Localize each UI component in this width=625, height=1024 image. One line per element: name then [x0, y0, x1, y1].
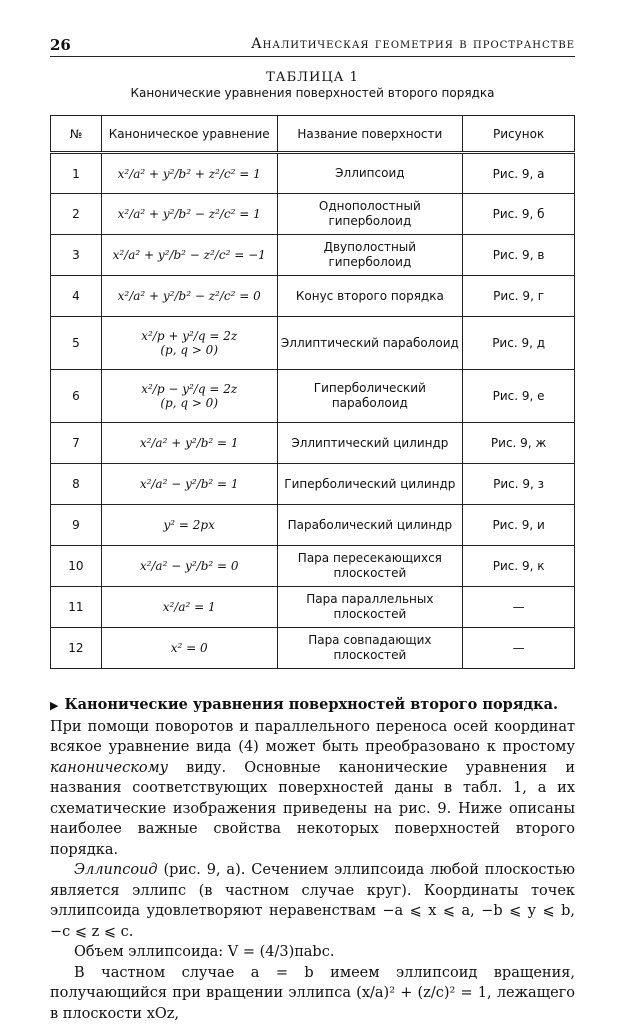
row-surface-name: Эллипсоид — [277, 153, 463, 194]
paragraph-intro-emphasis: каноническому — [50, 760, 168, 776]
table-row — [51, 505, 575, 546]
row-surface-name: Эллиптический параболоид — [277, 317, 463, 370]
table-row — [51, 423, 575, 464]
equation-text: x²/a² + y²/b² − z²/c² = 0 — [105, 289, 274, 303]
equation-condition: (p, q > 0) — [105, 396, 274, 410]
equations-table — [50, 115, 575, 669]
row-surface-name: Двуполостный гиперболоид — [277, 235, 463, 276]
row-figure-ref: Рис. 9, и — [463, 505, 575, 546]
equation-text: x²/p − y²/q = 2z — [105, 382, 274, 396]
row-figure-ref: Рис. 9, а — [463, 153, 575, 194]
table-row — [51, 317, 575, 370]
row-figure-ref: Рис. 9, б — [463, 194, 575, 235]
row-number: 11 — [51, 587, 102, 628]
row-equation — [101, 317, 277, 370]
row-number: 2 — [51, 194, 102, 235]
row-number: 6 — [51, 370, 102, 423]
col-header-name: Название поверхности — [277, 116, 463, 153]
table-header-row — [51, 116, 575, 153]
equation-text: x²/a² + y²/b² + z²/c² = 1 — [105, 167, 274, 181]
row-number: 7 — [51, 423, 102, 464]
table-label: ТАБЛИЦА 1 — [50, 70, 575, 85]
paragraph-intro-b: виду. Основные канонические уравнения и названия соответствующих поверхностей даны в табл. 1, а их схематические изображения приведены на рис. 9. Ниже описаны наиболее важные свойства некоторых поверхностей второго порядка. — [50, 760, 575, 858]
equation-text: x²/a² + y²/b² = 1 — [105, 436, 274, 450]
equation-condition: (p, q > 0) — [105, 343, 274, 357]
row-equation — [101, 235, 277, 276]
row-figure-ref: Рис. 9, ж — [463, 423, 575, 464]
row-equation — [101, 628, 277, 669]
row-equation — [101, 370, 277, 423]
row-figure-ref: — — [463, 587, 575, 628]
equation-text: x²/a² − y²/b² = 1 — [105, 477, 274, 491]
table-row — [51, 628, 575, 669]
table-caption: Канонические уравнения поверхностей второго порядка — [50, 86, 575, 100]
paragraph-ellipsoid-text: (рис. 9, а). Сечением эллипсоида любой плоскостью является эллипс (в частном случае круг). Координаты точек эллипсоида удовлетворяют неравенствам −a ⩽ x ⩽ a, −b ⩽ y ⩽ b, −c ⩽ z ⩽ c. — [50, 862, 575, 940]
table-row — [51, 235, 575, 276]
table-body — [51, 153, 575, 669]
col-header-equation: Каноническое уравнение — [101, 116, 277, 153]
equation-text: x²/a² + y²/b² − z²/c² = 1 — [105, 207, 274, 221]
table-row — [51, 194, 575, 235]
table-row — [51, 153, 575, 194]
row-surface-name: Гиперболический цилиндр — [277, 464, 463, 505]
row-number: 1 — [51, 153, 102, 194]
row-surface-name: Конус второго порядка — [277, 276, 463, 317]
col-header-figure: Рисунок — [463, 116, 575, 153]
row-figure-ref: Рис. 9, д — [463, 317, 575, 370]
row-surface-name: Пара совпадающих плоскостей — [277, 628, 463, 669]
ellipsoid-term: Эллипсоид — [74, 862, 158, 878]
row-surface-name: Параболический цилиндр — [277, 505, 463, 546]
page-number: 26 — [50, 36, 71, 54]
row-surface-name: Пара пересекающихся плоскостей — [277, 546, 463, 587]
table-row — [51, 276, 575, 317]
row-figure-ref: Рис. 9, в — [463, 235, 575, 276]
row-surface-name: Эллиптический цилиндр — [277, 423, 463, 464]
table-row — [51, 370, 575, 423]
equation-text: y² = 2px — [105, 518, 274, 532]
equation-text: x²/p + y²/q = 2z — [105, 329, 274, 343]
equation-text: x²/a² + y²/b² − z²/c² = −1 — [105, 248, 274, 262]
equation-text: x² = 0 — [105, 641, 274, 655]
header-rule — [50, 56, 575, 57]
section-text — [50, 695, 575, 1024]
table-row — [51, 464, 575, 505]
row-number: 3 — [51, 235, 102, 276]
row-equation — [101, 505, 277, 546]
row-number: 12 — [51, 628, 102, 669]
row-figure-ref: Рис. 9, к — [463, 546, 575, 587]
row-equation — [101, 276, 277, 317]
row-number: 4 — [51, 276, 102, 317]
row-number: 8 — [51, 464, 102, 505]
triangle-marker-icon: ▶ — [50, 699, 58, 712]
paragraph-volume: Объем эллипсоида: V = (4/3)πabc. — [50, 942, 575, 963]
paragraph-intro — [50, 717, 575, 861]
equation-text: x²/a² = 1 — [105, 600, 274, 614]
row-surface-name: Пара параллельных плоскостей — [277, 587, 463, 628]
row-figure-ref: Рис. 9, е — [463, 370, 575, 423]
row-equation — [101, 464, 277, 505]
row-number: 10 — [51, 546, 102, 587]
row-surface-name: Однополостный гиперболоид — [277, 194, 463, 235]
running-title: Аналитическая геометрия в пространстве — [251, 36, 575, 52]
row-number: 5 — [51, 317, 102, 370]
table-row — [51, 587, 575, 628]
section-heading — [50, 695, 575, 717]
paragraph-ellipsoid — [50, 860, 575, 942]
row-equation — [101, 194, 277, 235]
row-equation — [101, 587, 277, 628]
row-equation — [101, 153, 277, 194]
table-row — [51, 546, 575, 587]
row-equation — [101, 423, 277, 464]
row-number: 9 — [51, 505, 102, 546]
page-header — [50, 36, 575, 56]
row-equation — [101, 546, 277, 587]
col-header-number: № — [51, 116, 102, 153]
paragraph-intro-a: При помощи поворотов и параллельного переноса осей координат всякое уравнение вида (4) может быть преобразовано к простому — [50, 719, 575, 756]
row-figure-ref: Рис. 9, г — [463, 276, 575, 317]
row-figure-ref: — — [463, 628, 575, 669]
paragraph-rotation: В частном случае a = b имеем эллипсоид вращения, получающийся при вращении эллипса (x/a)² + (z/c)² = 1, лежащего в плоскости xOz, — [50, 963, 575, 1024]
section-heading-text: Канонические уравнения поверхностей второго порядка. — [64, 696, 558, 713]
row-surface-name: Гиперболический параболоид — [277, 370, 463, 423]
row-figure-ref: Рис. 9, з — [463, 464, 575, 505]
equation-text: x²/a² − y²/b² = 0 — [105, 559, 274, 573]
